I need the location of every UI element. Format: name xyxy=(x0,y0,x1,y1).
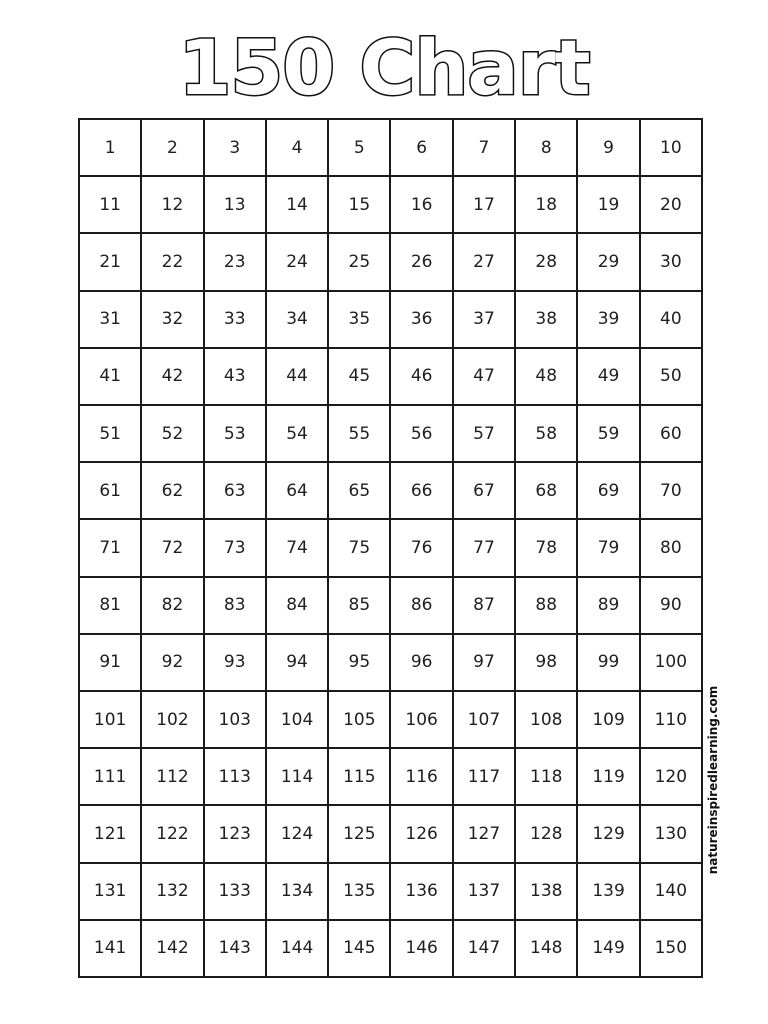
grid-cell: 46 xyxy=(391,349,453,406)
watermark-text: natureinspiredlearning.com xyxy=(706,685,720,875)
grid-cell: 35 xyxy=(329,292,391,349)
grid-cell: 20 xyxy=(641,177,703,234)
grid-cell: 69 xyxy=(578,463,640,520)
grid-cell: 131 xyxy=(80,864,142,921)
grid-cell: 11 xyxy=(80,177,142,234)
grid-cell: 96 xyxy=(391,635,453,692)
grid-cell: 83 xyxy=(205,578,267,635)
grid-cell: 28 xyxy=(516,234,578,291)
grid-cell: 63 xyxy=(205,463,267,520)
grid-cell: 33 xyxy=(205,292,267,349)
grid-cell: 77 xyxy=(454,520,516,577)
grid-cell: 72 xyxy=(142,520,204,577)
grid-cell: 41 xyxy=(80,349,142,406)
grid-cell: 21 xyxy=(80,234,142,291)
grid-cell: 61 xyxy=(80,463,142,520)
grid-cell: 150 xyxy=(641,921,703,978)
grid-cell: 1 xyxy=(80,120,142,177)
grid-cell: 59 xyxy=(578,406,640,463)
grid-cell: 105 xyxy=(329,692,391,749)
grid-cell: 67 xyxy=(454,463,516,520)
grid-cell: 99 xyxy=(578,635,640,692)
grid-cell: 139 xyxy=(578,864,640,921)
number-grid xyxy=(78,118,703,978)
grid-cell: 31 xyxy=(80,292,142,349)
grid-cell: 52 xyxy=(142,406,204,463)
grid-cell: 124 xyxy=(267,806,329,863)
grid-cell: 122 xyxy=(142,806,204,863)
grid-cell: 45 xyxy=(329,349,391,406)
grid-cell: 140 xyxy=(641,864,703,921)
grid-cell: 16 xyxy=(391,177,453,234)
grid-cell: 136 xyxy=(391,864,453,921)
grid-cell: 8 xyxy=(516,120,578,177)
grid-cell: 78 xyxy=(516,520,578,577)
grid-cell: 55 xyxy=(329,406,391,463)
grid-cell: 3 xyxy=(205,120,267,177)
grid-cell: 79 xyxy=(578,520,640,577)
grid-cell: 23 xyxy=(205,234,267,291)
grid-cell: 66 xyxy=(391,463,453,520)
grid-cell: 44 xyxy=(267,349,329,406)
grid-cell: 112 xyxy=(142,749,204,806)
grid-cell: 32 xyxy=(142,292,204,349)
grid-cell: 97 xyxy=(454,635,516,692)
grid-cell: 91 xyxy=(80,635,142,692)
grid-cell: 53 xyxy=(205,406,267,463)
grid-cell: 107 xyxy=(454,692,516,749)
grid-cell: 58 xyxy=(516,406,578,463)
grid-cell: 10 xyxy=(641,120,703,177)
grid-cell: 148 xyxy=(516,921,578,978)
grid-cell: 94 xyxy=(267,635,329,692)
grid-cell: 100 xyxy=(641,635,703,692)
grid-cell: 86 xyxy=(391,578,453,635)
grid-cell: 12 xyxy=(142,177,204,234)
grid-cell: 54 xyxy=(267,406,329,463)
grid-cell: 142 xyxy=(142,921,204,978)
grid-cell: 109 xyxy=(578,692,640,749)
grid-cell: 62 xyxy=(142,463,204,520)
grid-cell: 36 xyxy=(391,292,453,349)
grid-cell: 87 xyxy=(454,578,516,635)
grid-cell: 25 xyxy=(329,234,391,291)
grid-cell: 132 xyxy=(142,864,204,921)
grid-cell: 15 xyxy=(329,177,391,234)
grid-cell: 118 xyxy=(516,749,578,806)
grid-cell: 128 xyxy=(516,806,578,863)
grid-cell: 18 xyxy=(516,177,578,234)
grid-cell: 64 xyxy=(267,463,329,520)
grid-cell: 123 xyxy=(205,806,267,863)
grid-cell: 7 xyxy=(454,120,516,177)
grid-cell: 147 xyxy=(454,921,516,978)
grid-cell: 37 xyxy=(454,292,516,349)
grid-cell: 89 xyxy=(578,578,640,635)
grid-cell: 42 xyxy=(142,349,204,406)
grid-cell: 65 xyxy=(329,463,391,520)
grid-cell: 121 xyxy=(80,806,142,863)
grid-cell: 114 xyxy=(267,749,329,806)
grid-cell: 137 xyxy=(454,864,516,921)
grid-cell: 38 xyxy=(516,292,578,349)
grid-cell: 129 xyxy=(578,806,640,863)
grid-cell: 6 xyxy=(391,120,453,177)
grid-cell: 48 xyxy=(516,349,578,406)
grid-cell: 73 xyxy=(205,520,267,577)
grid-cell: 14 xyxy=(267,177,329,234)
grid-cell: 71 xyxy=(80,520,142,577)
grid-cell: 149 xyxy=(578,921,640,978)
grid-cell: 43 xyxy=(205,349,267,406)
grid-cell: 143 xyxy=(205,921,267,978)
grid-cell: 19 xyxy=(578,177,640,234)
grid-cell: 117 xyxy=(454,749,516,806)
grid-cell: 138 xyxy=(516,864,578,921)
grid-cell: 40 xyxy=(641,292,703,349)
grid-cell: 13 xyxy=(205,177,267,234)
grid-cell: 24 xyxy=(267,234,329,291)
grid-cell: 120 xyxy=(641,749,703,806)
grid-cell: 111 xyxy=(80,749,142,806)
grid-cell: 60 xyxy=(641,406,703,463)
grid-cell: 115 xyxy=(329,749,391,806)
grid-cell: 2 xyxy=(142,120,204,177)
grid-cell: 119 xyxy=(578,749,640,806)
grid-cell: 9 xyxy=(578,120,640,177)
grid-cell: 103 xyxy=(205,692,267,749)
grid-cell: 95 xyxy=(329,635,391,692)
grid-cell: 82 xyxy=(142,578,204,635)
page-title: 150 Chart xyxy=(178,23,590,112)
grid-cell: 104 xyxy=(267,692,329,749)
grid-cell: 93 xyxy=(205,635,267,692)
grid-cell: 26 xyxy=(391,234,453,291)
grid-cell: 81 xyxy=(80,578,142,635)
grid-cell: 75 xyxy=(329,520,391,577)
grid-cell: 106 xyxy=(391,692,453,749)
grid-cell: 113 xyxy=(205,749,267,806)
grid-cell: 56 xyxy=(391,406,453,463)
grid-cell: 17 xyxy=(454,177,516,234)
grid-cell: 5 xyxy=(329,120,391,177)
grid-cell: 29 xyxy=(578,234,640,291)
grid-cell: 127 xyxy=(454,806,516,863)
grid-cell: 126 xyxy=(391,806,453,863)
grid-cell: 74 xyxy=(267,520,329,577)
grid-cell: 68 xyxy=(516,463,578,520)
grid-cell: 134 xyxy=(267,864,329,921)
grid-cell: 30 xyxy=(641,234,703,291)
grid-cell: 85 xyxy=(329,578,391,635)
grid-cell: 84 xyxy=(267,578,329,635)
grid-cell: 80 xyxy=(641,520,703,577)
grid-cell: 4 xyxy=(267,120,329,177)
grid-cell: 92 xyxy=(142,635,204,692)
grid-cell: 47 xyxy=(454,349,516,406)
grid-cell: 125 xyxy=(329,806,391,863)
grid-cell: 130 xyxy=(641,806,703,863)
grid-cell: 76 xyxy=(391,520,453,577)
grid-cell: 135 xyxy=(329,864,391,921)
grid-cell: 50 xyxy=(641,349,703,406)
grid-cell: 102 xyxy=(142,692,204,749)
grid-cell: 116 xyxy=(391,749,453,806)
grid-cell: 108 xyxy=(516,692,578,749)
grid-cell: 51 xyxy=(80,406,142,463)
grid-cell: 57 xyxy=(454,406,516,463)
grid-cell: 141 xyxy=(80,921,142,978)
grid-cell: 146 xyxy=(391,921,453,978)
grid-cell: 34 xyxy=(267,292,329,349)
grid-cell: 98 xyxy=(516,635,578,692)
grid-cell: 145 xyxy=(329,921,391,978)
grid-cell: 90 xyxy=(641,578,703,635)
grid-cell: 39 xyxy=(578,292,640,349)
grid-cell: 70 xyxy=(641,463,703,520)
grid-cell: 110 xyxy=(641,692,703,749)
grid-cell: 133 xyxy=(205,864,267,921)
grid-cell: 144 xyxy=(267,921,329,978)
grid-cell: 49 xyxy=(578,349,640,406)
grid-cell: 27 xyxy=(454,234,516,291)
grid-cell: 22 xyxy=(142,234,204,291)
grid-cell: 88 xyxy=(516,578,578,635)
grid-cell: 101 xyxy=(80,692,142,749)
